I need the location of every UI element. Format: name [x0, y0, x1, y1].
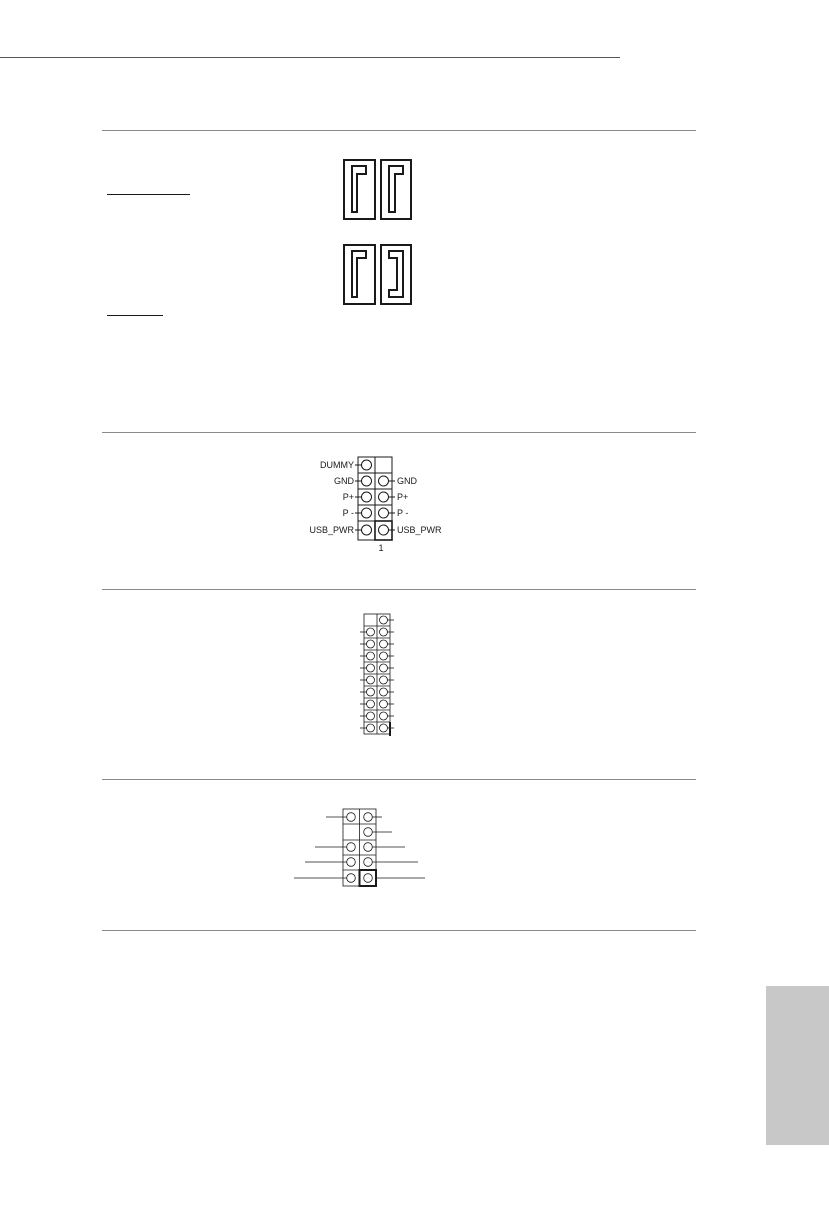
pin-a-l4: [347, 858, 356, 867]
pin-a-r5: [364, 874, 373, 883]
label-p-plus-left: P+: [342, 492, 354, 502]
pin-a-r3: [364, 843, 373, 852]
pin-a-l3: [347, 843, 356, 852]
pin-a-l5: [347, 874, 356, 883]
label-usb-pwr-right: USB_PWR: [397, 525, 442, 535]
language-side-tab: [766, 986, 829, 1145]
pin1-marker: 1: [378, 543, 384, 553]
label-dummy: DUMMY: [320, 460, 354, 470]
label-usb-pwr-left: USB_PWR: [309, 525, 354, 535]
pin-a-l1: [347, 813, 356, 822]
pin-a-r1: [364, 813, 373, 822]
label-gnd-left: GND: [334, 476, 354, 486]
label-p-minus-right: P -: [397, 508, 409, 518]
label-gnd-right: GND: [397, 476, 417, 486]
pin-a-r2: [364, 828, 373, 837]
label-p-minus-left: P -: [342, 508, 354, 518]
label-p-plus-right: P+: [397, 492, 409, 502]
pin-a-r4: [364, 858, 373, 867]
nine-pin-pin1-box: [360, 870, 377, 886]
